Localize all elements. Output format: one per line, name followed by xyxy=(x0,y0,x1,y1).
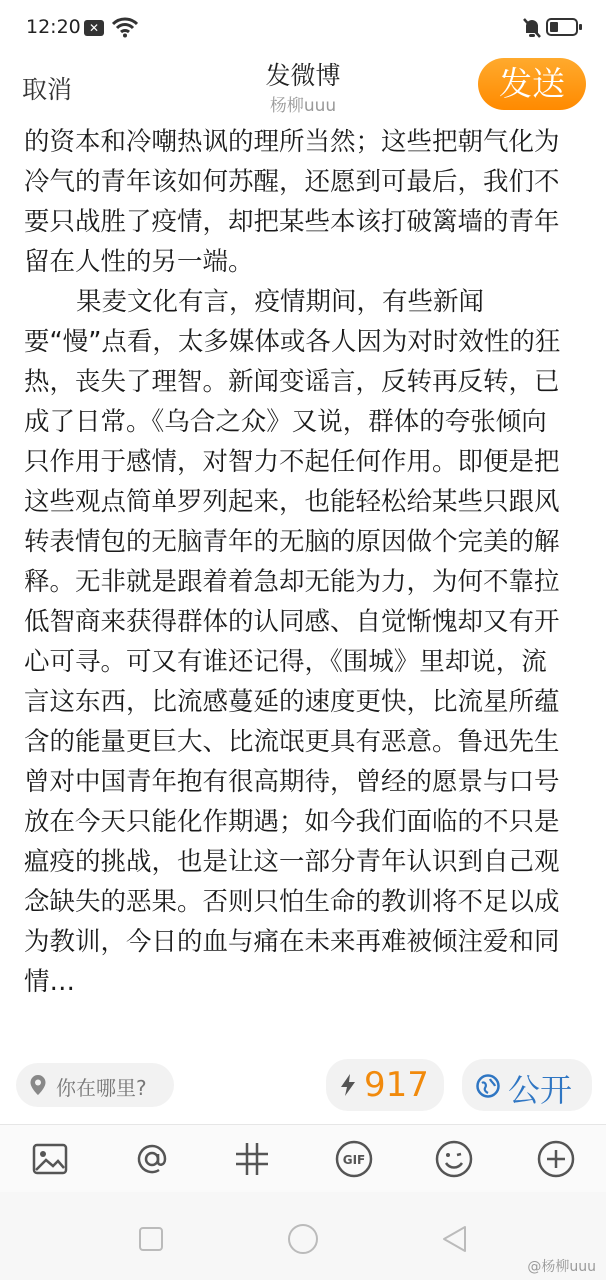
image-icon[interactable] xyxy=(28,1137,72,1181)
page-title: 发微博 xyxy=(265,61,341,90)
home-icon[interactable] xyxy=(287,1223,319,1255)
globe-icon xyxy=(476,1074,500,1098)
at-mention-icon[interactable] xyxy=(130,1137,174,1181)
wifi-icon xyxy=(112,16,138,38)
system-navigation-bar xyxy=(0,1192,606,1280)
location-pin-icon xyxy=(28,1074,48,1096)
compose-header xyxy=(0,56,606,118)
back-icon[interactable] xyxy=(440,1224,468,1254)
post-paragraph-1: 的资本和冷嘲热讽的理所当然；这些把朝气化为冷气的青年该如何苏醒，还愿到可最后，我们不要只战胜了疫情，却把某些本该打破篱墙的青年留在人性的另一端。 xyxy=(24,127,560,277)
status-bar xyxy=(0,0,606,56)
visibility-button[interactable] xyxy=(462,1059,592,1111)
recent-apps-icon[interactable] xyxy=(138,1226,164,1252)
watermark: @杨柳uuu xyxy=(527,1259,596,1275)
notification-icon: ✕ xyxy=(84,20,104,36)
hashtag-icon[interactable] xyxy=(230,1137,274,1181)
emoji-icon[interactable] xyxy=(432,1137,476,1181)
char-count-badge xyxy=(326,1059,444,1111)
char-count: 917 xyxy=(364,1065,429,1105)
visibility-label: 公开 xyxy=(508,1071,573,1109)
compose-toolbar xyxy=(0,1124,606,1193)
lightning-icon xyxy=(338,1073,358,1097)
location-placeholder: 你在哪里? xyxy=(56,1076,147,1100)
gif-icon[interactable] xyxy=(332,1137,376,1181)
svg-text:GIF: GIF xyxy=(342,1153,366,1167)
cancel-button[interactable]: 取消 xyxy=(22,75,73,104)
battery-icon xyxy=(546,18,578,36)
mute-bell-icon xyxy=(522,17,542,39)
send-button[interactable]: 发送 xyxy=(478,58,586,110)
add-icon[interactable] xyxy=(534,1137,578,1181)
username-label: 杨柳uuu xyxy=(269,96,337,116)
status-time: 12:20 xyxy=(26,16,81,38)
post-text-area[interactable] xyxy=(24,122,572,1044)
location-button[interactable] xyxy=(16,1063,174,1107)
post-paragraph-2: 果麦文化有言，疫情期间，有些新闻要“慢”点看，太多媒体或各人因为对时效性的狂热，丧失了理智。新闻变谣言，反转再反转，已成了日常。《乌合之众》又说，群体的夸张倾向只作用于感情，对智力不起任何作用。即便是把这些观点简单罗列起来，也能轻松给某些只跟风转表情包的无脑青年的无脑的原因做个完美的解释。无非就是跟着着急却无能为力，为何不靠拉低智商来获得群体的认同感、自觉惭愧却又有开心可寻。可又有谁还记得，《围城》里却说，流言这东西，比流感蔓延的速度更快，比流星所蕴含的能量更巨大、比流氓更具有恶意。鲁迅先生曾对中国青年抱有很高期待，曾经的愿景与口号放在今天只能化作期遇；如今我们面临的不只是瘟疫的挑战，也是让这一部分青年认识到自己观念缺失的恶果。否则只怕生命的教训将不足以成为教训，今日的血与痛在未来再难被倾注爱和同情… xyxy=(24,287,561,997)
